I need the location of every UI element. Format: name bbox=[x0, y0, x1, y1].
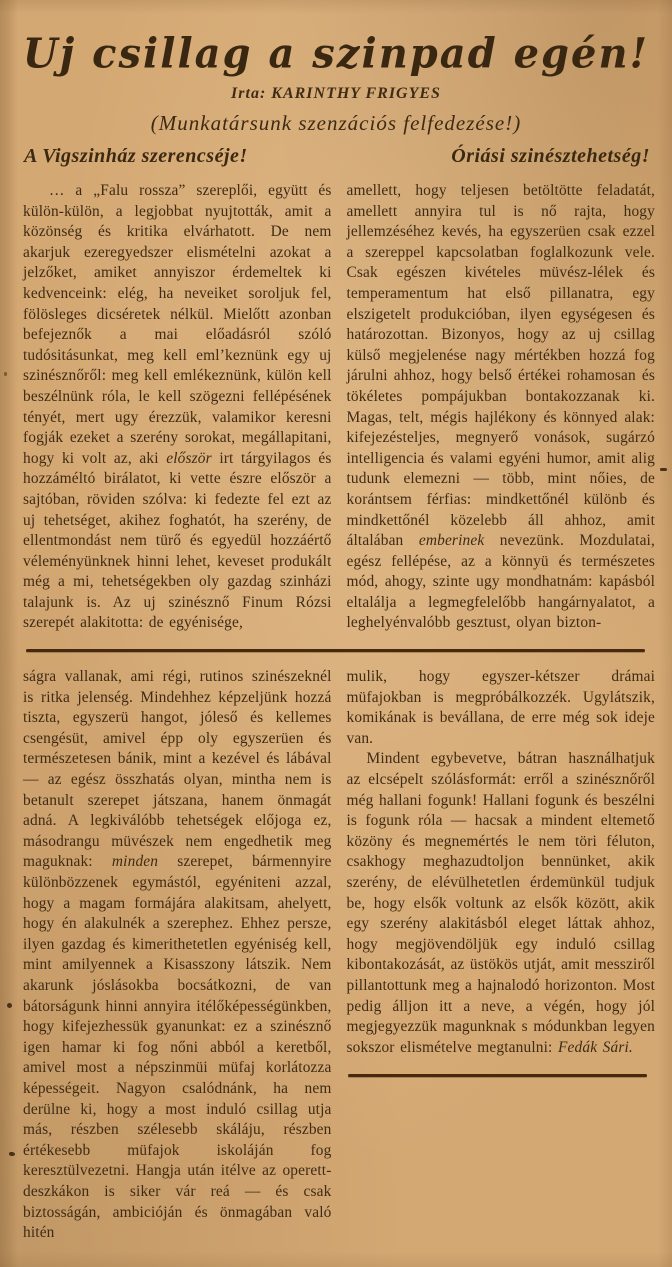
article-byline: Irta: KARINTHY FRIGYES bbox=[231, 85, 441, 102]
ink-speck bbox=[660, 468, 667, 471]
body-paragraph: Mindent egybevetve, bátran használhatjuk az elcsépelt szólásformát: erről a szinésznőről még hallani fogunk! Hallani fogunk és beszélni is fogunk róla — hacsak a mindent eltemető közöny és megnemértés le nem töri féluton, csakhogy meghazudtoljon bennünket, akik szerény, de elévülhetetlen érdemünkül tudjuk be, hogy elsők voltunk az elsők között, akik egy szerény alakitásból eleget láttak ahhoz, hogy megjövendöljük egy induló csillag kibontakozását, az üstökös utját, amit messziről pillantottunk meg a hajnalodó horizonton. Most pedig álljon itt a neve, a végén, hogy jól megjegyezzük magunknak s módunkban legyen sokszor elismételve megtanulni: Fedák Sári. bbox=[346, 750, 655, 1056]
body-paragraph: ságra vallanak, ami régi, rutinos szinészeknél is ritka jelenség. Mindehhez képzeljünk hozzá tiszta, egyszerü hangot, jóleső és kellemes csengésüt, amivel épp oly egyszerüen és természetesen bánik, mint a kezével és lábával — az egész összhatás olyan, mintha nem is betanult szerepet játszana, hanem önmagát adná. A legkiválóbb tehetségek előjoga ez, másodrangu müvészek nem engedhetik meg maguknak: minden szerepet, bármennyire különbözzenek egymástól, egyéniteni azzal, hogy a magam formájára alakitsam, ahelyett, hogy én alakulnék a szerephez. Ehhez persze, ilyen gazdag és kimerithetetlen egyéniség kell, mint amilyennek a Kisasszony látszik. Nem akarunk jóslásokba bocsátkozni, de van bátorságunk hinni annyira itélőképességünkben, hogy kifejezhessük gyanunkat: ez a szinésznő igen hamar ki fog nőni abból a keretből, amivel most a népszinmüi müfaj korlátozza képességeit. Nagyon csalódnánk, ha nem derülne ki, hogy a most induló csillag utja más, részben szélesebb skáláju, részben értékesebb müfajok iskoláján fog keresztülvezetni. Hangja után itélve az operett-deszkákon is siker vár reá — és csak biztosságán, ambicióján és önmagában való hitén bbox=[23, 668, 332, 1242]
ink-speck bbox=[9, 1152, 15, 1156]
body-paragraph: … a „Falu rossza” szereplői, együtt és külön-külön, a legjobbat nyujtották, amit a közönség és kritika elvárhatott. De nem akarjuk ezeregyedszer elismételni azokat a jelzőket, amiket annyiszor érdemeltek ki kedvenceink: elég, ha neveiket soroljuk fel, fölösleges dicséretek nélkül. Mielőtt azonban befejeznők a mai előadásról szóló tudósitásunkat, meg kell eml’keznünk egy uj szinésznőről: meg kell emlékeznünk, külön kell beszélnünk róla, le kell szögezni fellépésének tényét, mert ugy érezzük, valamikor keresni fogják ezeket a szerény sorokat, megállapitani, hogy ki volt az, aki először irt tárgyilagos és hozzáméltó birálatot, ki vette észre először a sajtóban, röviden szólva: ki fedezte fel ezt az uj tehetséget, akihez foghatót, ha szerény, de ellentmondást nem türő és egyedül hozzáértő véleményünknek hinni lehet, keveset produkált még a mi, tehetségekben oly gazdag szinházi talajunk is. Az uj szinésznő Finum Rózsi szerepét alakitotta: de egyénisége, bbox=[23, 182, 332, 632]
body-paragraph: mulik, hogy egyszer-kétszer drámai müfajokban is megpróbálkozzék. Ugylátszik, komikának is bevállana, de erre még sok ideje van. bbox=[346, 668, 655, 747]
section2-column-right bbox=[347, 667, 656, 1244]
section1-column-left bbox=[23, 181, 332, 634]
body-paragraph: amellett, hogy teljesen betöltötte feladatát, amellett annyira tul is nő rajta, hogy jellemzéséhez kevés, ha egyszerüen csak ezzel a szereppel kapcsolatban foglalkozunk vele. Csak egészen kivételes müvész-lélek és temperamentum hat első pillanatra, egy elszigetelt produkcióban, ilyen egységesen és határozottan. Bizonyos, hogy az uj csillag külső megjelenése nagy mértékben hozzá fog járulni ahhoz, hogy belső értékei rohamosan és tökéletes pompájukban bontakozzanak ki. Magas, telt, mégis hajlékony és könnyed alak: kifejezésteljes, megnyerő vonások, sugárzó intelligencia és valami egyéni humor, amit alig tudunk elemezni — több, mint nőies, de korántsem férfias: mindkettőnél különb és mindkettőnél közelebb áll ahhoz, amit általában emberinek nevezünk. Mozdulatai, egész fellépése, az a könnyü és természetes mód, ahogy, szinte ugy mondhatnám: kapásból eltalálja a legmegfelelőbb hangárnyalatot, a leghelyénvalóbb gesztust, olyan bizton- bbox=[346, 182, 655, 632]
section1-column-right bbox=[347, 181, 656, 634]
section2-column-left bbox=[23, 667, 332, 1244]
article-deck bbox=[0, 145, 672, 168]
deck-right-text: Óriási szinésztehetség! bbox=[451, 145, 650, 167]
ink-speck bbox=[4, 372, 7, 376]
section-divider-rule bbox=[26, 649, 645, 652]
article-end-rule bbox=[348, 1074, 647, 1077]
article-section-2 bbox=[0, 654, 672, 1244]
article-title: Uj csillag a szinpad egén! bbox=[22, 29, 650, 78]
article-header bbox=[0, 0, 672, 168]
article-subtitle: (Munkatársunk szenzációs felfedezése!) bbox=[150, 111, 522, 135]
deck-left-text: A Vigszinház szerencséje! bbox=[24, 145, 248, 167]
article-section-1 bbox=[0, 168, 672, 634]
ink-speck bbox=[7, 1003, 12, 1008]
